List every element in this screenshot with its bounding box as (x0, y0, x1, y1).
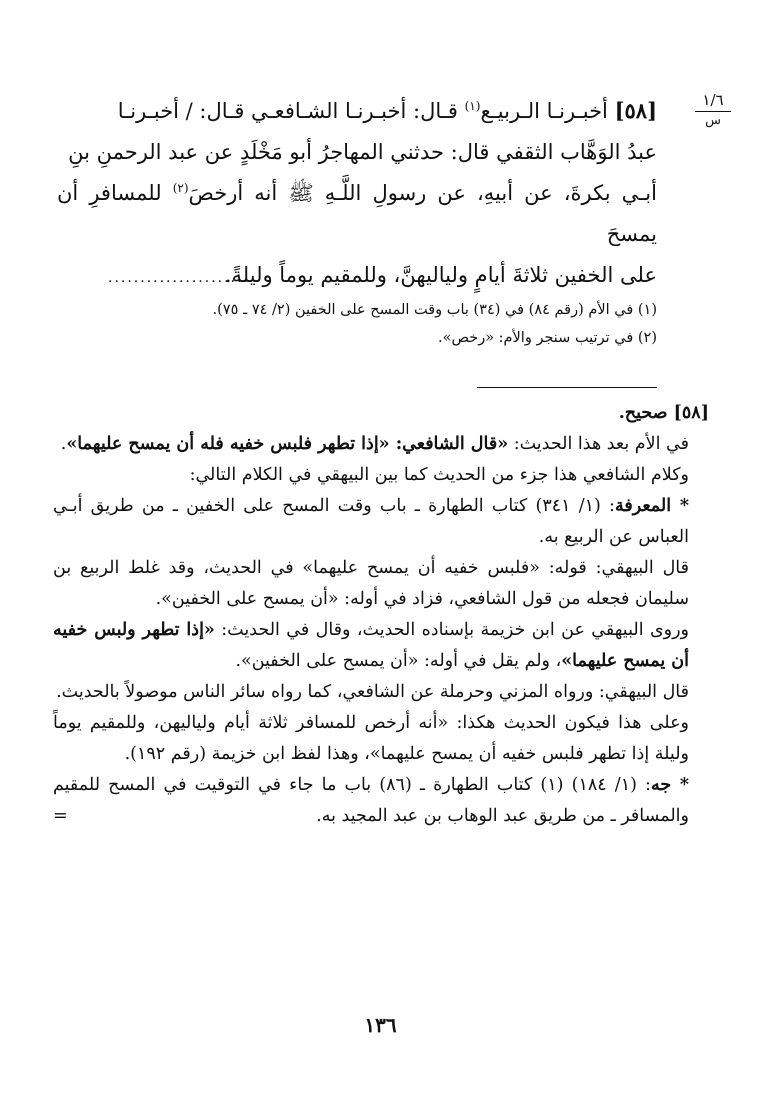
p3-source: * المعرفة (614, 496, 689, 516)
grade-label: صحيح. (618, 403, 674, 423)
footnote-ref-1[interactable]: (١) (464, 99, 481, 113)
commentary-paragraph-4: قال البيهقي: قوله: «فلبس خفيه أن يمسح عليهما» في الحديث، وقد غلط الربيع بن سليمان فجعله من قول الشافعي، فزاد في أوله: «أن يمسح على الخفين». (53, 558, 689, 609)
margin-page-number: ١/٦ (702, 91, 724, 109)
grade-number: [٥٨] (673, 403, 709, 423)
margin-manuscript-letter: س (705, 112, 721, 128)
p5-intro: وروى البيهقي عن ابن خزيمة بإسناده الحديث، وقال في الحديث: (214, 620, 689, 640)
hadith-number: [٥٨] (614, 98, 657, 123)
hadith-chain-start: أخبـرنـا الـربيـع (480, 99, 615, 123)
footnote-ref-2[interactable]: (٢) (172, 181, 189, 195)
commentary-paragraph-7: وعلى هذا فيكون الحديث هكذا: «أنه أرخص للمسافر ثلاثة أيام ولياليهن، وللمقيم يوماً وليلة إذا تطهر فلبس خفيه أن يمسح عليهما»، وهذا لفظ ابن خزيمة (رقم ١٩٢). (53, 713, 689, 764)
p1-intro: في الأم بعد هذا الحديث: (508, 434, 689, 454)
footnote-1: (١) في الأم (رقم ٨٤) في (٣٤) باب وقت المسح على الخفين (٢/ ٧٤ ـ ٧٥). (212, 302, 657, 318)
p8-source: * جه (650, 775, 689, 795)
margin-divider (695, 111, 731, 112)
p8-text: : (١/ ١٨٤) (١) كتاب الطهارة ـ (٨٦) باب ما جاء في التوقيت في المسح للمقيم والمسافر ـ من طريق عبد الوهاب بن عبد المجيد به. (53, 775, 689, 826)
footnote-2: (٢) في ترتيب سنجر والأم: «رخص». (437, 330, 657, 346)
commentary-paragraph-8 (53, 770, 709, 832)
hadith-line-4: على الخفين ثلاثةَ أيامٍ ولياليهنَّ، وللمقيم يوماً وليلةً. (224, 263, 657, 287)
footnotes (57, 296, 657, 352)
continuation-mark: = (53, 806, 68, 826)
hadith-line-1 (57, 90, 657, 132)
p3-text: : (١/ ٣٤١) كتاب الطهارة ـ باب وقت المسح على الخفين ـ من طريق أبـي العباس عن الربيع به. (53, 496, 689, 547)
p5-end: ، ولم يقل في أوله: «أن يمسح على الخفين». (235, 651, 562, 671)
commentary-separator-line (477, 387, 657, 388)
hadith-text (57, 90, 657, 296)
hadith-line-3 (57, 173, 657, 255)
commentary-section (53, 398, 709, 832)
commentary-paragraph-2: وكلام الشافعي هذا جزء من الحديث كما بين البيهقي في الكلام التالي: (189, 465, 689, 485)
margin-manuscript-reference (691, 92, 735, 128)
p1-quote: «قال الشافعي: «إذا تطهر فلبس خفيه فله أن يمسح عليهما» (66, 434, 509, 454)
commentary-paragraph-3 (53, 491, 709, 553)
hadith-line-3-b: للمسافرِ أن يمسحَ (57, 181, 657, 246)
footnote-dotted-separator: ...................... (108, 270, 250, 286)
commentary-paragraph-6: قال البيهقي: ورواه المزني وحرملة عن الشافعي، كما رواه سائر الناس موصولاً بالحديث. (56, 682, 689, 702)
p5-quote: «إذا تطهر ولبس خفيه أن يمسح عليهما» (53, 620, 689, 671)
hadith-line-2: عبدُ الوَهَّاب الثقفي قال: حدثني المهاجرُ أبو مَخْلَدٍ عن عبد الرحمنِ بنِ (68, 140, 657, 164)
p1-end: . (60, 434, 67, 454)
hadith-line-3-a: أبـي بكرةَ، عن أبيهِ، عن رسولِ اللَّـهِ ﷺ أنه أرخصَ (188, 181, 657, 205)
hadith-chain-cont: قـال: أخبـرنـا الشـافعـي قـال: / أخبـرنـا (117, 99, 465, 123)
page-number: ١٣٦ (364, 1013, 397, 1037)
commentary-paragraph-5 (53, 615, 709, 677)
commentary-paragraph-1 (53, 429, 709, 460)
grade-line (53, 398, 709, 429)
